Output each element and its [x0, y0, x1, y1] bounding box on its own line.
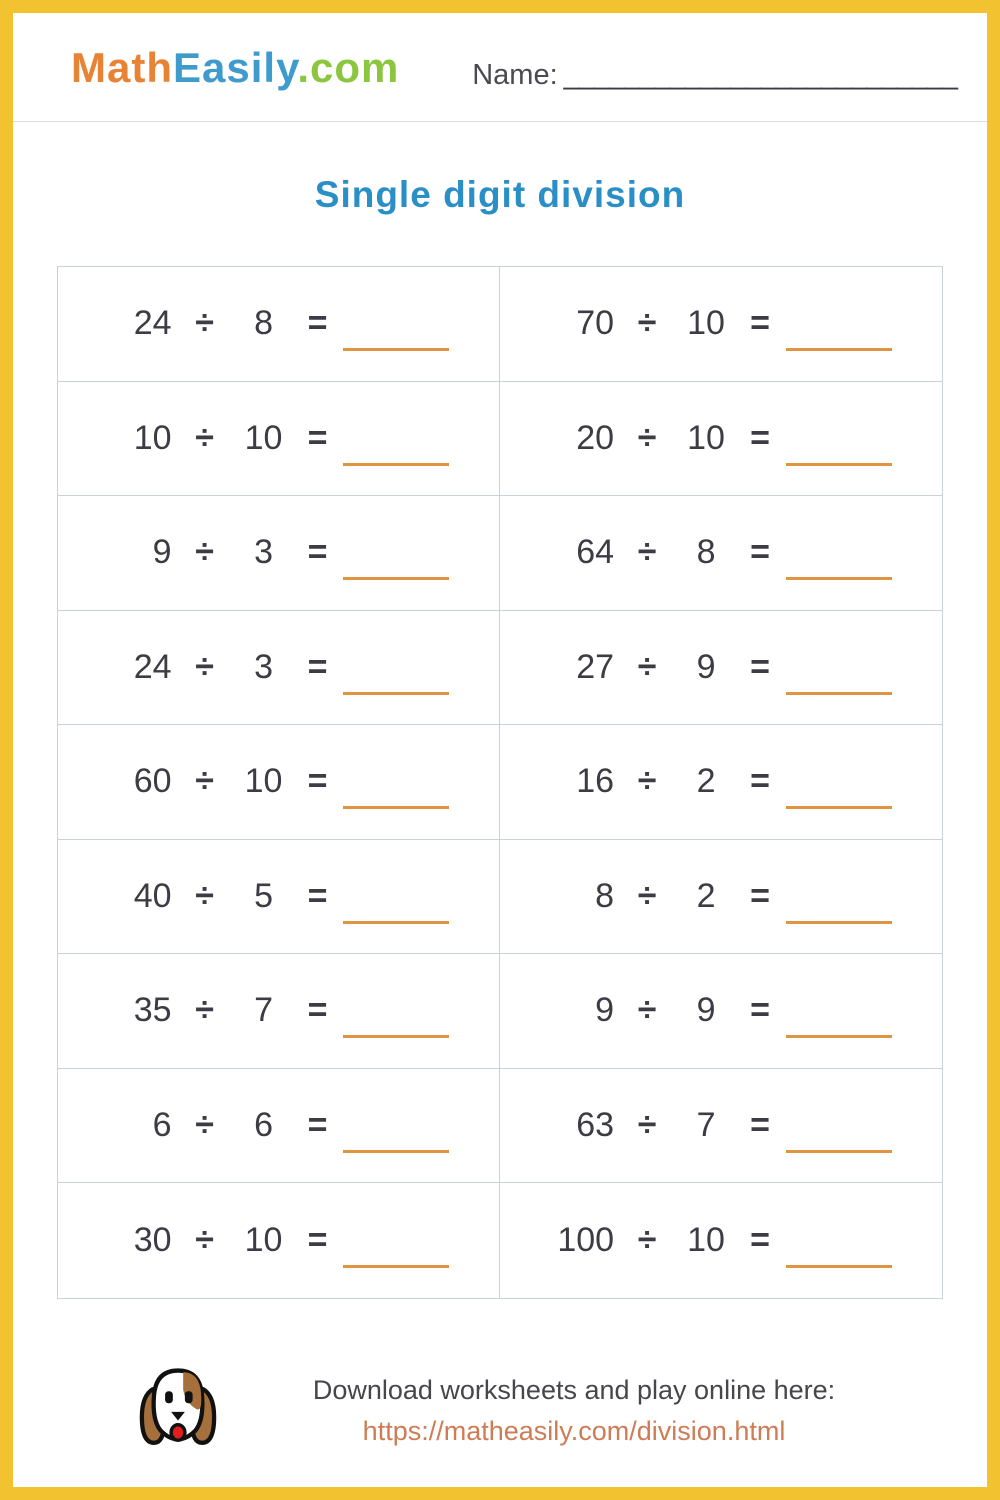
problem-cell [500, 267, 942, 382]
answer-blank[interactable] [343, 692, 449, 695]
logo-part-easily: Easily [173, 44, 298, 91]
name-label: Name: [472, 59, 558, 91]
answer-blank[interactable] [343, 463, 449, 466]
problem-cell [58, 954, 500, 1069]
answer-blank[interactable] [343, 921, 449, 924]
dividend: 9 [152, 533, 172, 572]
divisor: 2 [696, 876, 716, 915]
answer-blank[interactable] [786, 921, 892, 924]
answer-blank[interactable] [786, 463, 892, 466]
problem-cell [58, 496, 500, 611]
division-sign: ÷ [637, 991, 657, 1030]
divisor: 7 [254, 991, 274, 1030]
problem-cell [500, 1183, 942, 1298]
dividend: 100 [557, 1220, 615, 1259]
problem-cell [500, 382, 942, 497]
division-sign: ÷ [637, 1105, 657, 1144]
divisor: 3 [254, 647, 274, 686]
division-sign: ÷ [195, 876, 214, 915]
divisor: 2 [696, 762, 716, 801]
answer-blank[interactable] [343, 806, 449, 809]
answer-blank[interactable] [343, 577, 449, 580]
dividend: 24 [133, 647, 172, 686]
divisor: 8 [696, 533, 716, 572]
dividend: 35 [133, 991, 172, 1030]
divisor: 6 [254, 1105, 274, 1144]
dividend: 20 [576, 418, 615, 457]
name-block [472, 59, 957, 92]
answer-blank[interactable] [343, 1265, 449, 1268]
dividend: 70 [576, 304, 615, 343]
divisor: 3 [254, 533, 274, 572]
divisor: 5 [254, 876, 274, 915]
equals-sign: = [750, 533, 770, 572]
footer-text [221, 1375, 987, 1447]
equals-sign: = [750, 1220, 770, 1259]
division-sign: ÷ [637, 1220, 657, 1259]
problem-cell [58, 1183, 500, 1298]
worksheet-page [13, 13, 987, 1487]
equals-sign: = [307, 418, 328, 457]
divisor: 10 [687, 418, 725, 457]
problem-cell [58, 840, 500, 955]
footer-caption: Download worksheets and play online here: [312, 1375, 836, 1405]
equals-sign: = [307, 876, 328, 915]
divisor: 9 [696, 991, 716, 1030]
problem-cell [500, 496, 942, 611]
dividend: 60 [133, 762, 172, 801]
problem-cell [500, 954, 942, 1069]
equals-sign: = [307, 991, 328, 1030]
dividend: 40 [133, 876, 172, 915]
logo-part-com: .com [297, 44, 400, 91]
problem-cell [58, 267, 500, 382]
problem-cell [500, 840, 942, 955]
equals-sign: = [750, 991, 770, 1030]
divisor: 10 [687, 304, 725, 343]
division-sign: ÷ [195, 991, 214, 1030]
equals-sign: = [750, 418, 770, 457]
dividend: 10 [133, 418, 172, 457]
problem-cell [58, 1069, 500, 1184]
answer-blank[interactable] [343, 1035, 449, 1038]
problem-cell [58, 382, 500, 497]
header [13, 13, 987, 122]
division-sign: ÷ [637, 647, 657, 686]
dividend: 16 [576, 762, 615, 801]
dog-icon [135, 1363, 221, 1459]
problem-cell [58, 611, 500, 726]
dividend: 30 [133, 1220, 172, 1259]
division-sign: ÷ [195, 533, 214, 572]
dividend: 8 [595, 876, 615, 915]
division-sign: ÷ [637, 304, 657, 343]
division-sign: ÷ [195, 304, 214, 343]
page-title: Single digit division [314, 174, 686, 215]
equals-sign: = [307, 1105, 328, 1144]
division-sign: ÷ [637, 418, 657, 457]
answer-blank[interactable] [786, 348, 892, 351]
dividend: 27 [576, 647, 615, 686]
equals-sign: = [750, 1105, 770, 1144]
dividend: 24 [133, 304, 172, 343]
divisor: 10 [687, 1220, 725, 1259]
equals-sign: = [750, 647, 770, 686]
equals-sign: = [750, 762, 770, 801]
equals-sign: = [750, 304, 770, 343]
equals-sign: = [307, 762, 328, 801]
footer [13, 1363, 987, 1459]
matheasily-logo [71, 45, 399, 91]
answer-blank[interactable] [786, 806, 892, 809]
divisor: 10 [244, 1220, 283, 1259]
answer-blank[interactable] [786, 577, 892, 580]
divisor: 7 [696, 1105, 716, 1144]
footer-url-link[interactable]: https://matheasily.com/division.html [362, 1416, 786, 1446]
equals-sign: = [307, 647, 328, 686]
divisor: 9 [696, 647, 716, 686]
answer-blank[interactable] [343, 348, 449, 351]
divisor: 8 [254, 304, 274, 343]
divisor: 10 [244, 762, 283, 801]
problem-cell [500, 1069, 942, 1184]
division-sign: ÷ [195, 1105, 214, 1144]
problem-cell [500, 611, 942, 726]
division-sign: ÷ [195, 647, 214, 686]
answer-blank[interactable] [786, 692, 892, 695]
problem-cell [58, 725, 500, 840]
divisor: 10 [244, 418, 283, 457]
equals-sign: = [750, 876, 770, 915]
division-sign: ÷ [195, 418, 214, 457]
dividend: 63 [576, 1105, 615, 1144]
dividend: 6 [152, 1105, 172, 1144]
dividend: 64 [576, 533, 615, 572]
problem-cell [500, 725, 942, 840]
name-blank-line[interactable]: __________________________ [563, 59, 957, 91]
equals-sign: = [307, 304, 328, 343]
equals-sign: = [307, 1220, 328, 1259]
answer-blank[interactable] [343, 1150, 449, 1153]
answer-blank[interactable] [786, 1150, 892, 1153]
logo-part-math: Math [71, 44, 173, 91]
division-sign: ÷ [195, 1220, 214, 1259]
answer-blank[interactable] [786, 1265, 892, 1268]
problems-table [57, 266, 943, 1299]
dividend: 9 [595, 991, 615, 1030]
division-sign: ÷ [637, 762, 657, 801]
answer-blank[interactable] [786, 1035, 892, 1038]
equals-sign: = [307, 533, 328, 572]
division-sign: ÷ [637, 876, 657, 915]
division-sign: ÷ [195, 762, 214, 801]
division-sign: ÷ [637, 533, 657, 572]
